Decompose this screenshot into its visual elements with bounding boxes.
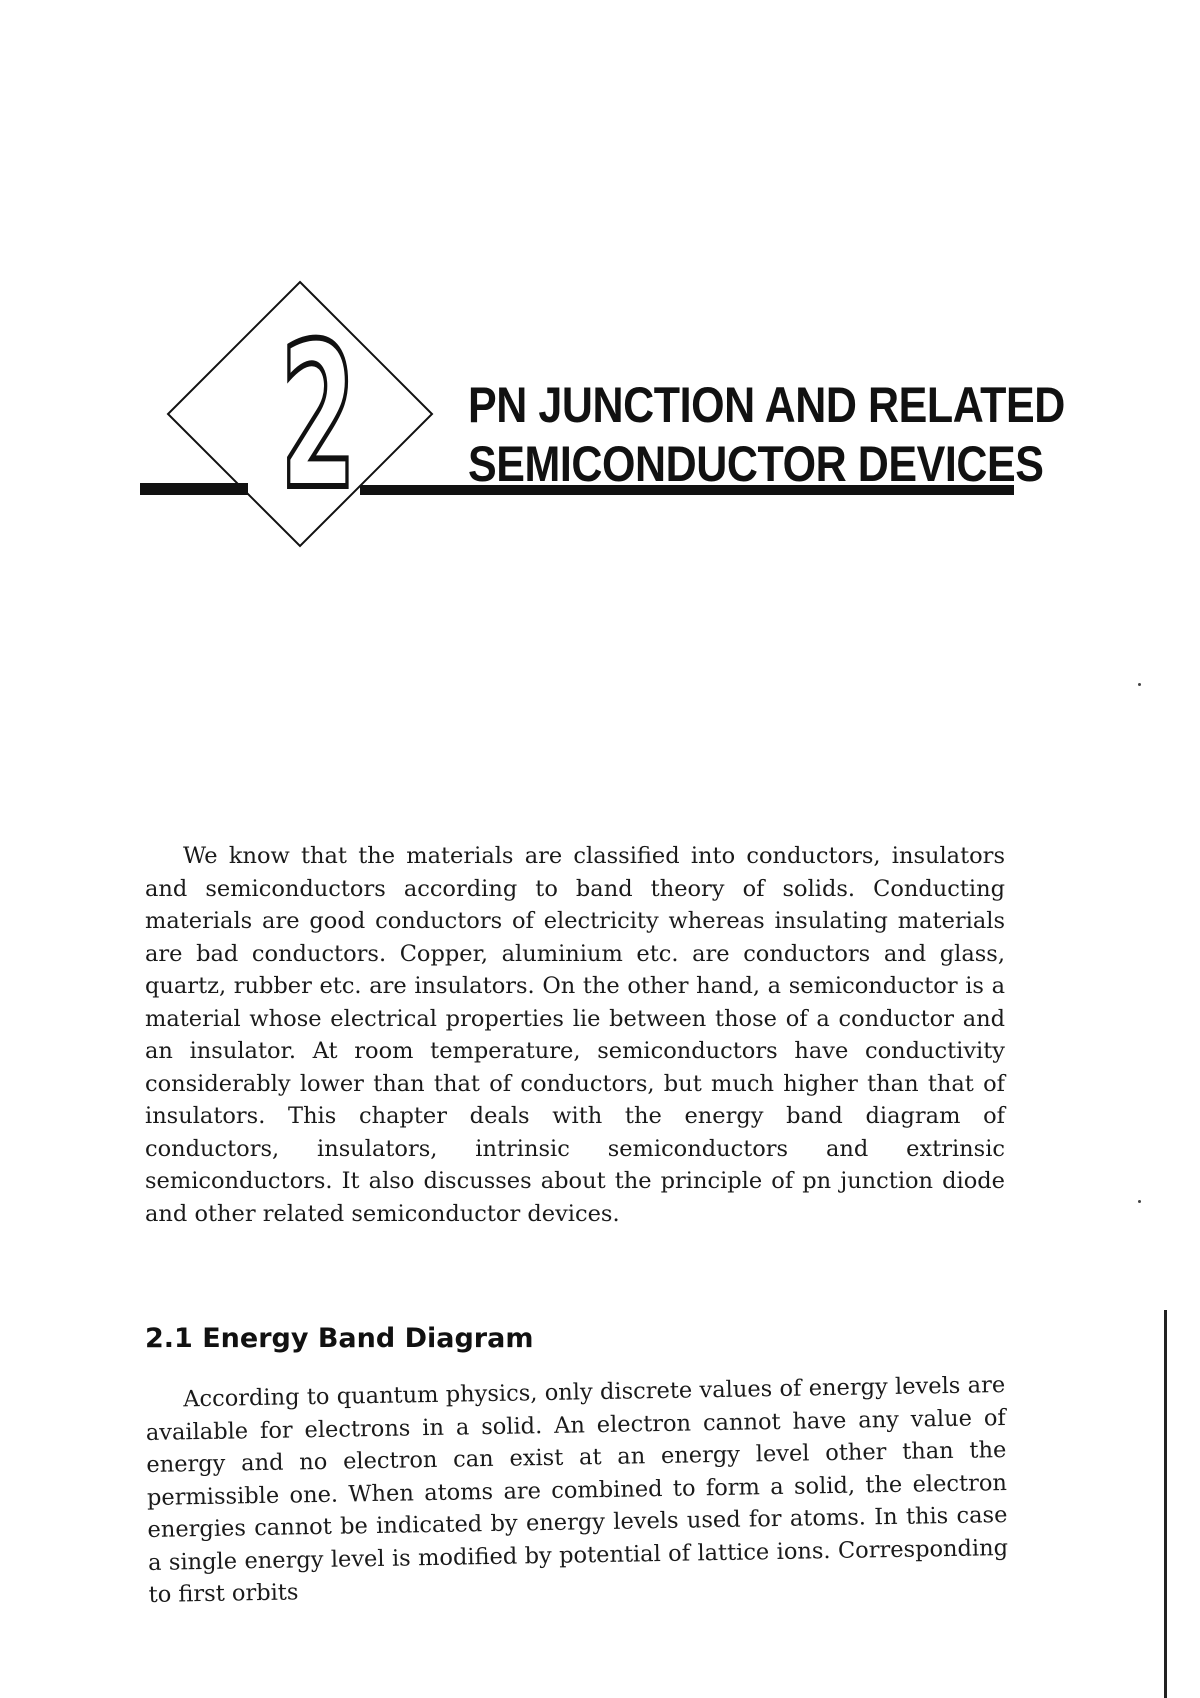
intro-paragraph: We know that the materials are classified into conductors, insulators and semiconductors according to band theory of solids. Conducting materials are good conductors of electricity whereas insulating materials are bad conductors. Copper, aluminium etc. are conductors and glass, quartz, rubber etc. are insulators. On the other hand, a semiconductor is a material whose electrical properties lie between those of a conductor and an insulator. At room temperature, semiconductors have conductivity considerably lower than that of conductors, but much higher than that of insulators. This chapter deals with the energy band diagram of conductors, insulators, intrinsic semiconductors and extrinsic semiconductors. It also discusses about the principle of pn junction diode and other related semiconductor devices.: [145, 843, 1005, 1227]
chapter-title-line-1: PN JUNCTION AND RELATED: [468, 377, 1065, 433]
chapter-title-line-2: SEMICONDUCTOR DEVICES: [468, 436, 1044, 492]
scan-edge-line: [1164, 1310, 1167, 1698]
scan-speck: [1138, 1200, 1141, 1203]
chapter-number: 2: [280, 301, 357, 534]
section-paragraph: According to quantum physics, only discrete values of energy levels are available for electrons in a solid. An electron cannot have any value of energy and no electron can exist at an energy level other than the permissible one. When atoms are combined to form a solid, the electron energies cannot be indicated by energy levels used for atoms. In this case a single energy level is modified by potential of lattice ions. Corresponding to first orbits: [145, 1371, 1009, 1608]
section-heading: 2.1 Energy Band Diagram: [145, 1323, 534, 1354]
scan-speck: [1138, 683, 1141, 686]
